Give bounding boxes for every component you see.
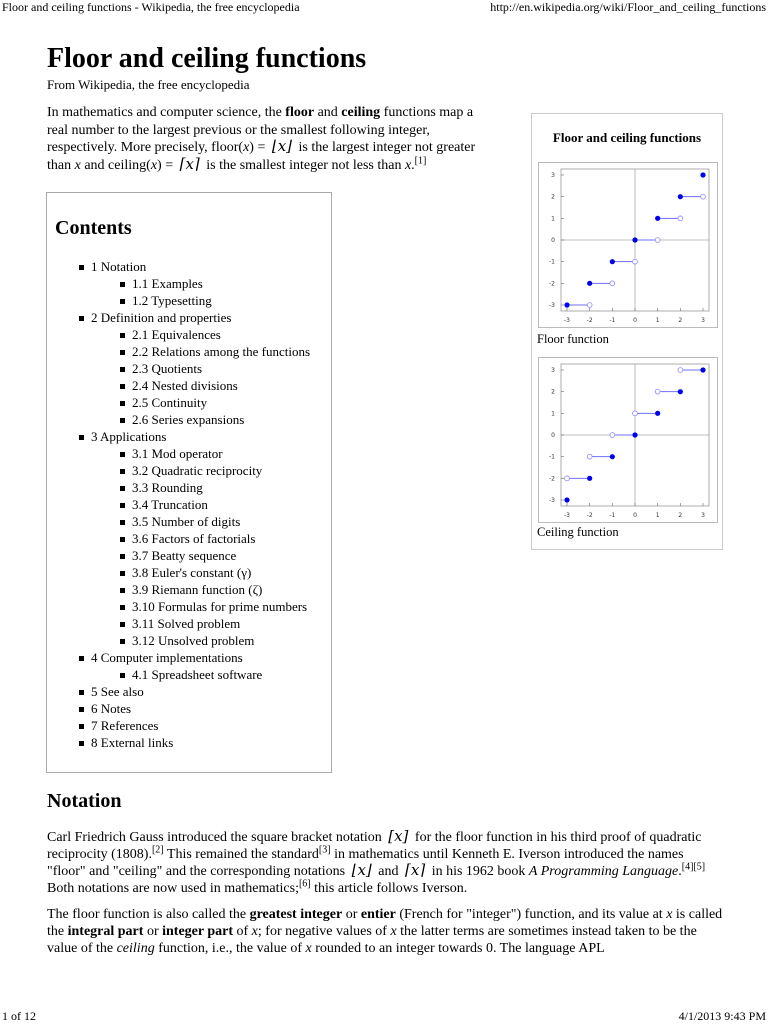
toc-sublink[interactable]: 2.4 Nested divisions bbox=[132, 378, 238, 393]
open-point bbox=[655, 389, 660, 394]
toc-subitem[interactable] bbox=[116, 343, 310, 360]
y-tick-label: 1 bbox=[551, 410, 555, 418]
closed-point bbox=[610, 259, 615, 264]
page-title: Floor and ceiling functions bbox=[47, 43, 367, 74]
open-point bbox=[587, 303, 592, 308]
toc-sublink[interactable]: 3.7 Beatty sequence bbox=[132, 548, 237, 563]
toc-sublink[interactable]: 3.10 Formulas for prime numbers bbox=[132, 599, 308, 614]
toc-subitem[interactable] bbox=[116, 360, 310, 377]
toc-subitem[interactable] bbox=[116, 292, 310, 309]
section-heading-notation: Notation bbox=[47, 790, 122, 812]
toc-link[interactable]: 8 External links bbox=[91, 735, 174, 750]
closed-point bbox=[587, 281, 592, 286]
print-page-count: 1 of 12 bbox=[2, 1009, 36, 1023]
toc-item[interactable] bbox=[75, 700, 310, 717]
toc-link[interactable]: 2 Definition and properties bbox=[91, 310, 232, 325]
floor-caption: Floor function bbox=[537, 332, 609, 346]
print-url[interactable]: http://en.wikipedia.org/wiki/Floor_and_ceiling_functions bbox=[490, 0, 766, 14]
toc-sublink[interactable]: 1.1 Examples bbox=[132, 276, 203, 291]
open-point bbox=[678, 368, 683, 373]
toc-list bbox=[75, 258, 310, 751]
x-tick-label: 1 bbox=[655, 512, 660, 519]
x-tick-label: 3 bbox=[701, 512, 705, 519]
ceiling-plot-svg bbox=[539, 358, 717, 522]
y-tick-label: 0 bbox=[551, 237, 555, 244]
toc-subitem[interactable] bbox=[116, 326, 310, 343]
toc-sublink[interactable]: 3.1 Mod operator bbox=[132, 446, 223, 461]
y-tick-label: -3 bbox=[549, 302, 555, 309]
closed-point bbox=[587, 476, 592, 481]
ref-3-link[interactable]: [3] bbox=[318, 844, 331, 856]
term-floor: floor bbox=[285, 105, 315, 120]
floor-notation-symbol: ⌊x⌋ bbox=[351, 861, 372, 879]
ref-1-link[interactable]: [1] bbox=[414, 154, 427, 166]
toc-sublink[interactable]: 3.3 Rounding bbox=[132, 480, 203, 495]
ceiling-notation-symbol: ⌈x⌉ bbox=[405, 861, 426, 879]
toc-sublink[interactable]: 3.6 Factors of factorials bbox=[132, 531, 256, 546]
open-point bbox=[701, 194, 706, 199]
toc-item[interactable] bbox=[75, 258, 310, 309]
toc-sublink[interactable]: 3.11 Solved problem bbox=[132, 616, 241, 631]
toc-item[interactable] bbox=[75, 309, 310, 428]
floor-plot[interactable] bbox=[538, 162, 718, 328]
toc-sublink[interactable]: 3.2 Quadratic reciprocity bbox=[132, 463, 263, 478]
print-page-title: Floor and ceiling functions - Wikipedia, the free encyclopedia bbox=[2, 0, 300, 14]
toc-subitem[interactable] bbox=[116, 598, 310, 615]
toc-link[interactable]: 5 See also bbox=[91, 684, 144, 699]
open-point bbox=[565, 476, 570, 481]
toc-subitem[interactable] bbox=[116, 615, 310, 632]
toc-link[interactable]: 1 Notation bbox=[91, 259, 147, 274]
x-tick-label: -3 bbox=[564, 317, 570, 324]
toc-sublink[interactable]: 3.8 Euler's constant (γ) bbox=[132, 565, 252, 580]
closed-point bbox=[564, 497, 569, 502]
toc-link[interactable]: 7 References bbox=[91, 718, 159, 733]
toc-subitem[interactable] bbox=[116, 377, 310, 394]
page-subtitle: From Wikipedia, the free encyclopedia bbox=[47, 77, 250, 92]
notation-body bbox=[47, 829, 725, 966]
toc-subitem[interactable] bbox=[116, 581, 310, 598]
toc-sublink[interactable]: 2.2 Relations among the functions bbox=[132, 344, 311, 359]
toc-item[interactable] bbox=[75, 649, 310, 683]
toc-subitem[interactable] bbox=[116, 547, 310, 564]
open-point bbox=[633, 411, 638, 416]
open-point bbox=[633, 259, 638, 264]
y-tick-label: -3 bbox=[549, 497, 555, 504]
y-tick-label: 1 bbox=[551, 215, 555, 223]
toc-subitem[interactable] bbox=[116, 530, 310, 547]
closed-point bbox=[632, 432, 637, 437]
toc-sublink[interactable]: 2.1 Equivalences bbox=[132, 327, 221, 342]
closed-point bbox=[678, 194, 683, 199]
y-tick-label: 2 bbox=[551, 193, 555, 201]
floor-symbol: ⌊x⌋ bbox=[271, 137, 293, 155]
x-tick-label: -2 bbox=[586, 317, 593, 324]
notation-paragraph-1: Carl Friedrich Gauss introduced the square bracket notation [x] for the floor function in his third proof of quadratic reciprocity (1808).[2] This remained the standard[3] in mathematics until Kenneth E. Iverson introduced the names "floor" and "ceiling" and the corresponding notations ⌊x⌋ and ⌈x⌉ in his 1962 book A Programming Language.[4][5] Both notations are now used in mathematics;[6] this article follows Iverson. bbox=[47, 827, 706, 896]
closed-point bbox=[700, 172, 705, 177]
ref-6-link[interactable]: [6] bbox=[298, 878, 311, 890]
open-point bbox=[587, 454, 592, 459]
toc-subitem[interactable] bbox=[116, 479, 310, 496]
toc-item[interactable] bbox=[75, 683, 310, 700]
toc-subitem[interactable] bbox=[116, 394, 310, 411]
y-tick-label: -1 bbox=[549, 453, 555, 461]
x-tick-label: 0 bbox=[633, 512, 637, 519]
x-tick-label: 2 bbox=[678, 512, 683, 519]
x-tick-label: 2 bbox=[678, 317, 683, 324]
toc-sublink[interactable]: 1.2 Typesetting bbox=[132, 293, 212, 308]
closed-point bbox=[564, 302, 569, 307]
y-tick-label: 3 bbox=[551, 172, 555, 179]
toc-sublink[interactable]: 2.3 Quotients bbox=[132, 361, 203, 376]
toc-link[interactable]: 3 Applications bbox=[91, 429, 167, 444]
toc-subitem[interactable] bbox=[116, 462, 310, 479]
toc-item[interactable] bbox=[75, 717, 310, 734]
ceiling-caption: Ceiling function bbox=[537, 525, 619, 539]
toc-sublink[interactable]: 2.6 Series expansions bbox=[132, 412, 245, 427]
ref-2-link[interactable]: [2] bbox=[151, 844, 164, 856]
open-point bbox=[678, 216, 683, 221]
toc-subitem[interactable] bbox=[116, 445, 310, 462]
toc-subitem[interactable] bbox=[116, 513, 310, 530]
toc-item[interactable] bbox=[75, 428, 310, 649]
infobox bbox=[531, 113, 723, 550]
x-tick-label: -2 bbox=[586, 512, 593, 519]
infobox-title: Floor and ceiling functions bbox=[552, 130, 702, 145]
toc-link[interactable]: 4 Computer implementations bbox=[91, 650, 243, 665]
toc-sublink[interactable]: 3.4 Truncation bbox=[132, 497, 208, 512]
closed-point bbox=[655, 216, 660, 221]
toc-sublink[interactable]: 3.5 Number of digits bbox=[132, 514, 241, 529]
ceiling-plot[interactable] bbox=[538, 357, 718, 523]
y-tick-label: 3 bbox=[551, 367, 555, 374]
table-of-contents bbox=[46, 192, 332, 773]
y-tick-label: -1 bbox=[549, 258, 555, 266]
closed-point bbox=[632, 237, 637, 242]
square-bracket-symbol: [x] bbox=[388, 827, 409, 845]
toc-link[interactable]: 6 Notes bbox=[91, 701, 132, 716]
x-tick-label: 0 bbox=[633, 317, 637, 324]
term-ceiling: ceiling bbox=[341, 105, 381, 120]
toc-subitem[interactable] bbox=[116, 275, 310, 292]
toc-sublink[interactable]: 4.1 Spreadsheet software bbox=[132, 667, 263, 682]
book-title: A Programming Language bbox=[528, 864, 679, 879]
ref-4-5-link[interactable]: [4][5] bbox=[681, 861, 706, 873]
toc-title: Contents bbox=[55, 217, 132, 239]
ceiling-symbol: ⌈x⌉ bbox=[179, 154, 200, 173]
toc-subitem[interactable] bbox=[116, 564, 310, 581]
notation-paragraph-2: The floor function is also called the greatest integer or entier (French for "integer") function, and its value at x is called the integral part or integer part of x; for negative values of x the latter terms are sometimes instead taken to be the value of the ceiling function, i.e., the value of x rounded to an integer towards 0. The language APL bbox=[47, 907, 723, 956]
x-tick-label: -1 bbox=[609, 317, 616, 324]
floor-plot-svg bbox=[539, 163, 717, 327]
toc-sublink[interactable]: 3.12 Unsolved problem bbox=[132, 633, 255, 648]
x-tick-label: 3 bbox=[701, 317, 705, 324]
open-point bbox=[610, 433, 615, 438]
y-tick-label: -2 bbox=[549, 475, 555, 483]
intro-paragraph: In mathematics and computer science, the floor and ceiling functions map a real number to the largest previous or the smallest following integer, respectively. More precisely, floor(x) = ⌊x⌋ is the largest integer not greater than x and ceiling(x) = ⌈x⌉ is the smallest integer not less than x.[1] bbox=[47, 105, 476, 173]
y-tick-label: -2 bbox=[549, 280, 555, 288]
toc-sublink[interactable]: 2.5 Continuity bbox=[132, 395, 208, 410]
x-tick-label: -3 bbox=[564, 512, 570, 519]
x-tick-label: 1 bbox=[655, 317, 660, 324]
open-point bbox=[610, 281, 615, 286]
y-tick-label: 0 bbox=[551, 432, 555, 439]
closed-point bbox=[678, 389, 683, 394]
closed-point bbox=[610, 454, 615, 459]
print-timestamp: 4/1/2013 9:43 PM bbox=[678, 1009, 766, 1023]
toc-subitem[interactable] bbox=[116, 411, 310, 428]
toc-subitem[interactable] bbox=[116, 666, 310, 683]
toc-subitem[interactable] bbox=[116, 496, 310, 513]
closed-point bbox=[655, 411, 660, 416]
toc-subitem[interactable] bbox=[116, 632, 310, 649]
y-tick-label: 2 bbox=[551, 388, 555, 396]
x-tick-label: -1 bbox=[609, 512, 616, 519]
open-point bbox=[655, 238, 660, 243]
closed-point bbox=[700, 367, 705, 372]
toc-item[interactable] bbox=[75, 734, 310, 751]
toc-sublink[interactable]: 3.9 Riemann function (ζ) bbox=[132, 582, 263, 597]
